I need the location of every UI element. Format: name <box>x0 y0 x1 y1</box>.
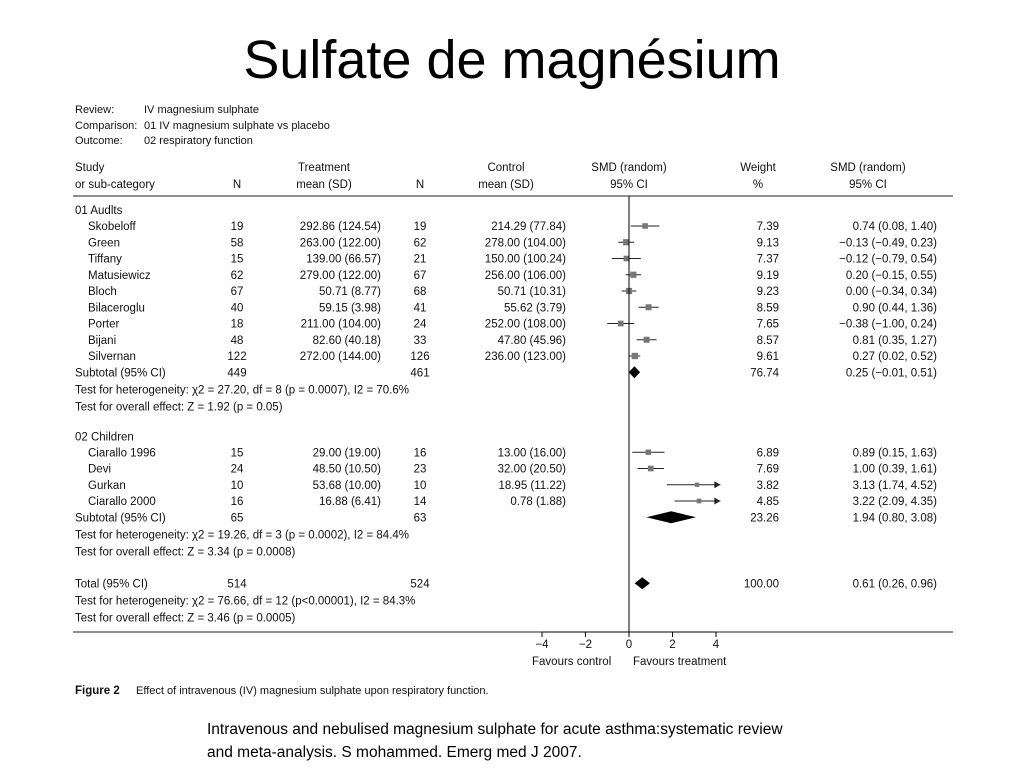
treatment-mean-sd: 292.86 (124.54) <box>299 221 381 233</box>
header-n-treatment: N <box>232 179 242 191</box>
point-estimate <box>648 466 654 472</box>
control-mean-sd: 47.80 (45.96) <box>497 334 566 347</box>
smd-ci-value: 0.74 (0.08, 1.40) <box>852 221 937 233</box>
study-name: Devi <box>88 463 112 476</box>
point-estimate <box>646 304 652 310</box>
study-name: Ciarallo 1996 <box>88 447 156 460</box>
control-n: 24 <box>413 318 427 331</box>
citation <box>207 718 967 764</box>
control-n: 23 <box>413 463 427 476</box>
treatment-mean-sd: 53.68 (10.00) <box>312 479 381 492</box>
smd-ci-value: 0.27 (0.02, 0.52) <box>852 351 937 363</box>
axis-tick-label: 2 <box>669 639 676 651</box>
group-title: 01 Audlts <box>75 205 123 217</box>
figure-meta <box>75 104 330 147</box>
favours-treatment-label: Favours treatment <box>633 656 727 668</box>
meta-value: 01 IV magnesium sulphate vs placebo <box>144 120 330 132</box>
point-estimate <box>632 353 638 359</box>
weight-value: 9.61 <box>756 351 779 363</box>
heterogeneity-test: Test for heterogeneity: χ2 = 19.26, df = 3 (p = 0.0002), I2 = 84.4% <box>75 529 410 542</box>
overall-effect-test: Test for overall effect: Z = 1.92 (p = 0.05) <box>75 401 283 414</box>
control-mean-sd: 236.00 (123.00) <box>484 351 566 363</box>
subtotal-weight: 23.26 <box>750 512 779 525</box>
control-n: 67 <box>413 269 427 282</box>
header-study: Study <box>75 162 105 174</box>
treatment-mean-sd: 272.00 (144.00) <box>299 351 381 363</box>
weight-value: 8.57 <box>756 334 779 347</box>
meta-label: Outcome: <box>75 135 123 147</box>
smd-ci-value: 1.00 (0.39, 1.61) <box>852 463 937 476</box>
point-estimate <box>644 337 650 343</box>
summary-diamond <box>646 511 696 523</box>
point-estimate <box>623 239 629 245</box>
control-n: 21 <box>413 253 427 266</box>
header-smd-ci: 95% CI <box>610 179 648 191</box>
axis-tick-label: −4 <box>535 639 549 651</box>
subtotal-weight: 100.00 <box>743 578 779 591</box>
control-n: 41 <box>413 302 427 315</box>
smd-ci-value: −0.13 (−0.49, 0.23) <box>839 237 937 250</box>
study-name: Silvernan <box>88 351 136 363</box>
smd-ci-value: 0.89 (0.15, 1.63) <box>852 447 937 460</box>
slide-title: Sulfate de magnésium <box>243 30 781 90</box>
subtotal-treatment-n: 65 <box>230 512 244 525</box>
weight-value: 3.82 <box>756 479 779 492</box>
column-headers <box>75 162 906 191</box>
control-n: 19 <box>413 221 427 233</box>
treatment-n: 24 <box>230 463 244 476</box>
study-name: Green <box>88 237 120 250</box>
treatment-n: 48 <box>230 334 244 347</box>
subtotal-label: Total (95% CI) <box>75 578 148 591</box>
point-estimate <box>630 272 636 278</box>
subtotal-label: Subtotal (95% CI) <box>75 512 166 525</box>
point-estimate <box>624 256 630 262</box>
header-treatment: Treatment <box>298 162 350 174</box>
control-mean-sd: 214.29 (77.84) <box>491 221 566 233</box>
treatment-n: 16 <box>230 496 244 508</box>
table-rows <box>75 205 937 624</box>
point-estimate <box>695 483 699 487</box>
axis-tick-label: −2 <box>578 639 593 651</box>
weight-value: 8.59 <box>756 302 779 315</box>
treatment-n: 19 <box>230 221 244 233</box>
subtotal-treatment-n: 514 <box>227 578 247 591</box>
weight-value: 9.23 <box>756 286 779 298</box>
treatment-mean-sd: 50.71 (8.77) <box>318 286 381 298</box>
control-mean-sd: 55.62 (3.79) <box>503 302 566 315</box>
smd-ci-value: 0.81 (0.35, 1.27) <box>852 334 937 347</box>
meta-value: 02 respiratory function <box>144 135 253 147</box>
smd-ci-value: 0.00 (−0.34, 0.34) <box>845 286 937 298</box>
control-mean-sd: 50.71 (10.31) <box>497 286 566 298</box>
weight-value: 9.19 <box>756 269 779 282</box>
treatment-n: 10 <box>230 479 244 492</box>
control-n: 16 <box>413 447 427 460</box>
point-estimate <box>646 450 651 455</box>
meta-label: Review: <box>75 104 115 116</box>
subtotal-control-n: 461 <box>410 367 430 380</box>
header-weight-pct: % <box>752 179 764 191</box>
overall-effect-test: Test for overall effect: Z = 3.34 (p = 0.0008) <box>75 546 296 559</box>
summary-diamond <box>635 577 650 589</box>
smd-ci-value: 0.90 (0.44, 1.36) <box>852 302 937 315</box>
subtotal-control-n: 524 <box>410 578 430 591</box>
control-mean-sd: 150.00 (100.24) <box>484 253 566 266</box>
figure-caption: Effect of intravenous (IV) magnesium sulphate upon respiratory function. <box>136 685 489 697</box>
axis-tick-label: 0 <box>625 639 633 651</box>
subtotal-ci: 0.25 (−0.01, 0.51) <box>845 367 937 380</box>
header-control-meansd: mean (SD) <box>478 179 534 191</box>
control-n: 33 <box>413 334 427 347</box>
subtotal-weight: 76.74 <box>750 367 779 380</box>
control-mean-sd: 32.00 (20.50) <box>497 463 566 476</box>
subtotal-control-n: 63 <box>413 512 427 525</box>
header-smd-result-ci: 95% CI <box>849 179 887 191</box>
treatment-n: 15 <box>230 253 244 266</box>
treatment-mean-sd: 48.50 (10.50) <box>312 463 381 476</box>
control-n: 62 <box>413 237 427 250</box>
summary-diamond <box>629 366 640 378</box>
treatment-n: 58 <box>230 237 244 250</box>
group-title: 02 Children <box>75 431 134 444</box>
treatment-mean-sd: 263.00 (122.00) <box>299 237 381 250</box>
study-name: Bilaceroglu <box>88 302 145 315</box>
study-name: Matusiewicz <box>88 269 151 282</box>
control-mean-sd: 13.00 (16.00) <box>497 447 566 460</box>
header-treatment-meansd: mean (SD) <box>296 179 352 191</box>
control-mean-sd: 256.00 (106.00) <box>484 269 566 282</box>
weight-value: 9.13 <box>756 237 779 250</box>
control-n: 126 <box>410 351 430 363</box>
treatment-n: 122 <box>227 351 247 363</box>
smd-ci-value: −0.12 (−0.79, 0.54) <box>839 253 937 266</box>
treatment-n: 67 <box>230 286 244 298</box>
control-n: 10 <box>413 479 427 492</box>
weight-value: 4.85 <box>756 496 779 508</box>
point-estimate <box>642 223 648 229</box>
header-subcategory: or sub-category <box>75 179 155 191</box>
total-overall-effect-test: Test for overall effect: Z = 3.46 (p = 0.0005) <box>75 612 296 625</box>
ci-arrow <box>714 498 720 505</box>
control-n: 14 <box>413 496 427 508</box>
total-heterogeneity-test: Test for heterogeneity: χ2 = 76.66, df = 12 (p<0.00001), I2 = 84.3% <box>75 595 416 608</box>
smd-ci-value: 0.20 (−0.15, 0.55) <box>845 269 937 282</box>
smd-ci-value: −0.38 (−1.00, 0.24) <box>839 318 937 331</box>
treatment-n: 40 <box>230 302 244 315</box>
header-smd: SMD (random) <box>591 162 667 174</box>
study-name: Porter <box>88 318 120 331</box>
subtotal-treatment-n: 449 <box>227 367 247 380</box>
treatment-mean-sd: 59.15 (3.98) <box>318 302 381 315</box>
smd-ci-value: 3.13 (1.74, 4.52) <box>852 479 937 492</box>
subtotal-ci: 1.94 (0.80, 3.08) <box>852 512 937 525</box>
weight-value: 7.37 <box>756 253 779 266</box>
weight-value: 7.69 <box>756 463 779 476</box>
control-mean-sd: 0.78 (1.88) <box>510 496 566 508</box>
treatment-mean-sd: 29.00 (19.00) <box>312 447 381 460</box>
header-smd-result: SMD (random) <box>830 162 906 174</box>
control-n: 68 <box>413 286 427 298</box>
treatment-mean-sd: 139.00 (66.57) <box>306 253 381 266</box>
header-control: Control <box>487 162 525 174</box>
subtotal-ci: 0.61 (0.26, 0.96) <box>852 578 937 591</box>
treatment-mean-sd: 211.00 (104.00) <box>300 318 381 331</box>
header-n-control: N <box>415 179 425 191</box>
treatment-mean-sd: 82.60 (40.18) <box>312 334 381 347</box>
study-name: Ciarallo 2000 <box>88 496 156 508</box>
weight-value: 6.89 <box>756 447 779 460</box>
treatment-n: 62 <box>230 269 244 282</box>
heterogeneity-test: Test for heterogeneity: χ2 = 27.20, df = 8 (p = 0.0007), I2 = 70.6% <box>75 384 410 397</box>
point-estimate <box>618 321 624 327</box>
meta-label: Comparison: <box>75 120 138 132</box>
treatment-n: 18 <box>230 318 244 331</box>
control-mean-sd: 18.95 (11.22) <box>498 479 566 492</box>
plot-marks <box>607 223 720 589</box>
study-name: Bloch <box>88 286 117 298</box>
meta-value: IV magnesium sulphate <box>144 104 259 116</box>
ci-arrow <box>714 481 720 488</box>
study-name: Skobeloff <box>88 221 136 233</box>
citation-line: Intravenous and nebulised magnesium sulphate for acute asthma:systematic review <box>207 721 783 738</box>
figure-caption-number: Figure 2 <box>75 685 120 697</box>
weight-value: 7.65 <box>756 318 779 331</box>
control-mean-sd: 252.00 (108.00) <box>484 318 566 331</box>
treatment-mean-sd: 279.00 (122.00) <box>299 269 381 282</box>
smd-ci-value: 3.22 (2.09, 4.35) <box>852 496 937 508</box>
study-name: Bijani <box>88 334 117 347</box>
subtotal-label: Subtotal (95% CI) <box>75 367 166 380</box>
favours-control-label: Favours control <box>532 656 612 668</box>
study-name: Tiffany <box>88 253 122 266</box>
point-estimate <box>697 499 702 504</box>
header-weight: Weight <box>740 162 776 174</box>
weight-value: 7.39 <box>756 221 779 233</box>
control-mean-sd: 278.00 (104.00) <box>484 237 566 250</box>
treatment-mean-sd: 16.88 (6.41) <box>318 496 381 508</box>
axis-tick-label: 4 <box>712 639 720 651</box>
citation-line: and meta-analysis. S mohammed. Emerg med J 2007. <box>207 744 582 761</box>
study-name: Gurkan <box>88 479 126 492</box>
treatment-n: 15 <box>230 447 244 460</box>
